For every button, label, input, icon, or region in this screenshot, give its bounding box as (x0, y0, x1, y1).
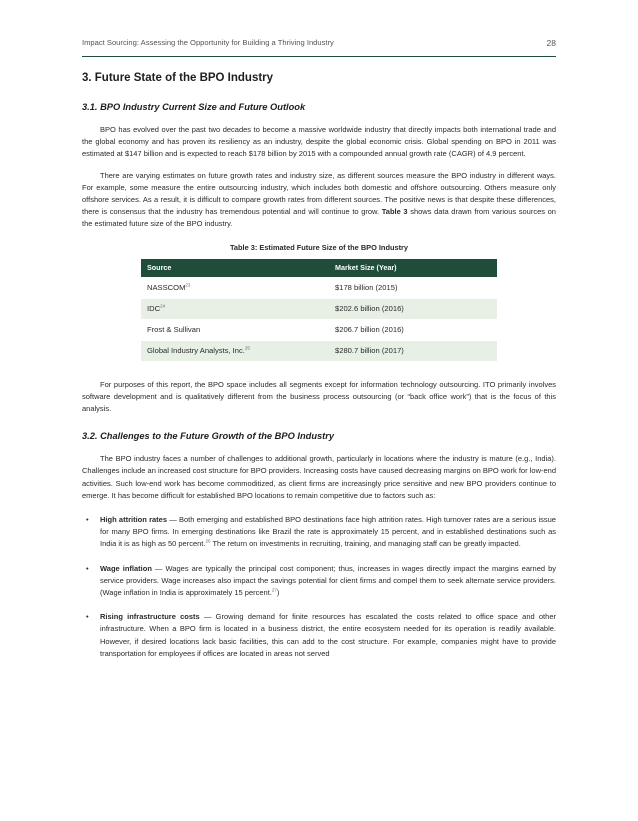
footnote-ref: 27 (271, 587, 277, 593)
list-item (82, 514, 556, 551)
header-title: Impact Sourcing: Assessing the Opportunity for Building a Thriving Industry (82, 38, 334, 47)
table-3-reference: Table 3 (381, 207, 408, 217)
section-3-2-heading: 3.2. Challenges to the Future Growth of the BPO Industry (82, 431, 335, 442)
table-cell-market: $280.7 billion (2017) (329, 340, 497, 361)
bullet-text: — Both emerging and established BPO destinations face high attrition rates. High turnover rates are a serious issue for many BPO firms. In emerging destinations like Brazil the rate is approximately 15 percent, and in established destinations such as India it is as high as 50 percent. (100, 515, 556, 549)
table-cell-market: $202.6 billion (2016) (329, 298, 497, 319)
section-3-1-heading: 3.1. BPO Industry Current Size and Future Outlook (82, 102, 306, 112)
table-row (141, 298, 497, 319)
page-header (82, 38, 556, 57)
table-header-source: Source (141, 259, 329, 278)
section-3-2-paragraph-1: The BPO industry faces a number of challenges to additional growth, particularly in locations where the industry is mature (e.g., India). Challenges include an increased cost structure for BPO providers. Increasing costs have caused decreasing margins on BPO work for low-end activities. Such low-end work has become commoditized, as client firms are increasingly price sensitive and new BPO providers continue to emerge. It has become difficult for established BPO locations to remain competitive due to factors such as: (82, 454, 556, 500)
bullet-text-cont: The return on investments in recruiting, training, and managing staff can be greatly impacted. (210, 539, 521, 549)
ito-paragraph: For purposes of this report, the BPO space includes all segments except for information technology outsourcing. ITO primarily involves software development and is qualitatively different from the business process outsourcing (or “back office work”) that is the focus of this analysis. (82, 379, 556, 414)
table-cell-market: $206.7 billion (2016) (335, 325, 404, 335)
table-header-row (141, 259, 497, 278)
bullet-text: — Growing demand for finite resources has escalated the costs related to office space and other infrastructure. When a BPO firm is located in a business district, the entire ecosystem needed for its operation is readily available. However, if desired locations lack basic facilities, this can add to the cost structure. For example, companies might have to provide transportation for employees if offices are located in areas not served (100, 612, 556, 658)
list-item (82, 563, 556, 600)
source-name: Frost & Sullivan (147, 325, 201, 335)
bullet-marker: • (86, 563, 89, 573)
source-name: IDC (147, 304, 161, 314)
footnote-ref: 23 (185, 282, 191, 288)
bullet-text-cont: ) (276, 588, 280, 598)
bullet-marker: • (86, 612, 89, 622)
footnote-ref: 24 (160, 303, 166, 309)
challenges-list (82, 514, 556, 660)
table-header-market-size: Market Size (Year) (329, 259, 497, 278)
section-3-1-paragraph-1: BPO has evolved over the past two decades to become a massive worldwide industry that directly impacts both international trade and the global economy and has proven its resiliency as an industry, despite the global economic crisis. Global spending on BPO in 2011 was estimated at $147 billion and is expected to reach $178 billion by 2015 with a compounded annual growth rate (CAGR) of 4.9 percent. (82, 125, 556, 159)
table-row (141, 340, 497, 361)
section-3-1-paragraph-2 (82, 170, 556, 231)
table-row (141, 277, 497, 298)
table-cell-source (141, 319, 329, 340)
table-cell-market: $178 billion (2015) (335, 283, 398, 293)
paragraph-2-text-b: shows data drawn from various sources on the estimated future size of the BPO industry. (82, 207, 556, 229)
source-name: Global Industry Analysts, Inc. (147, 346, 245, 356)
table-row (141, 319, 497, 340)
section-3-heading: 3. Future State of the BPO Industry (82, 72, 274, 84)
bullet-title: High attrition rates (100, 515, 167, 525)
paragraph-2-text-a: There are varying estimates on future growth rates and industry size, as different sources measure the BPO industry in different ways. For example, some measure the entire outsourcing industry, which includes both domestic and offshore outsourcing. Others measure only offshore services. As a result, it is difficult to compare growth rates from different sources. The positive news is that despite these differences, there is consensus that the industry has tremendous potential and will continue to grow. (82, 170, 556, 217)
page-content (82, 72, 556, 672)
bullet-title: Wage inflation (100, 563, 152, 573)
table-cell-source (141, 277, 329, 298)
page-number: 28 (546, 38, 556, 48)
table-cell-source (141, 340, 329, 361)
bullet-title: Rising infrastructure costs (100, 612, 200, 622)
footnote-ref: 26 (205, 538, 211, 544)
footnote-ref: 25 (244, 345, 250, 351)
list-item (82, 611, 556, 660)
table-3 (141, 259, 497, 362)
table-cell-source (141, 298, 329, 319)
table-3-caption: Table 3: Estimated Future Size of the BPO Industry (229, 242, 409, 252)
source-name: NASSCOM (147, 283, 186, 293)
bullet-text: — Wages are typically the principal cost component; thus, increases in wages directly impact the margins earned by service providers. Wage increases also impact the savings potential for client firms and compel them to seek alternate service providers. (Wage inflation in India is approximately 15 percent. (100, 563, 556, 598)
bullet-marker: • (86, 515, 89, 525)
